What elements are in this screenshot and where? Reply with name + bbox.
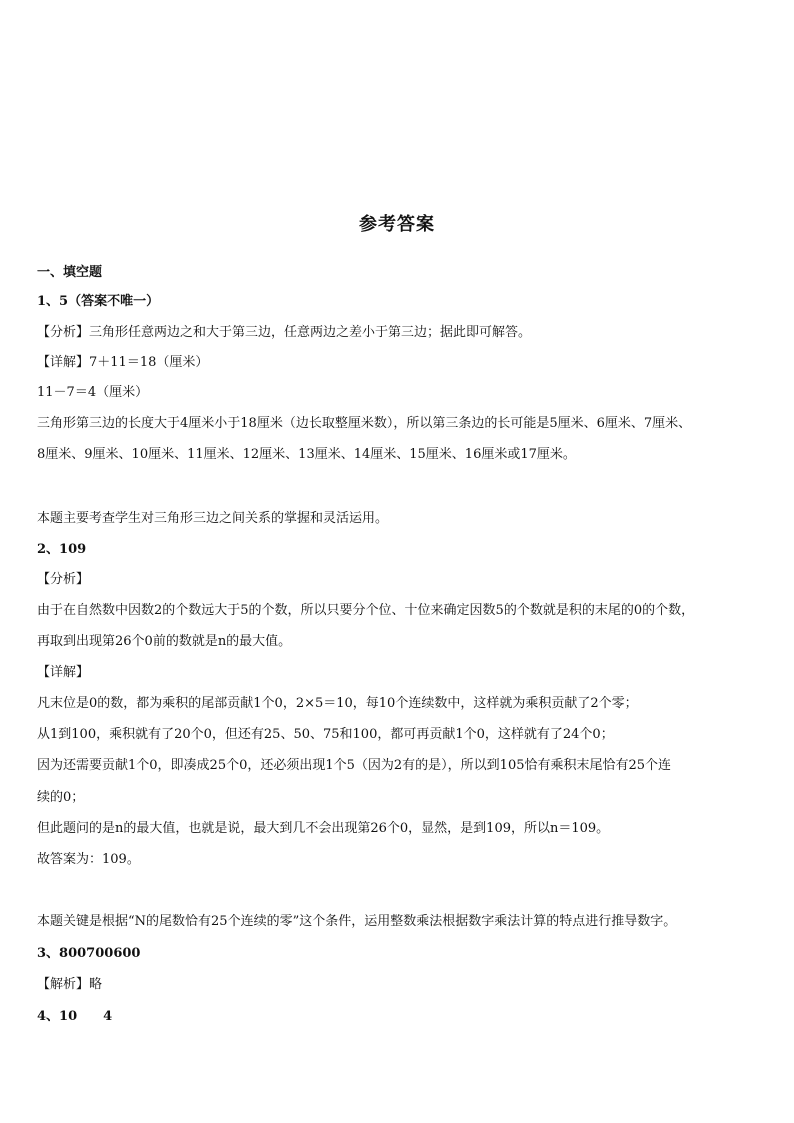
q2-answer: 2、109 [37,542,87,557]
q1-detail-2: 11－7＝4（厘米） [37,385,149,400]
q1-analysis: 【分析】三角形任意两边之和大于第三边，任意两边之差小于第三边；据此即可解答。 [37,325,532,340]
q2-analysis-1: 由于在自然数中因数2的个数远大于5的个数，所以只要分个位、十位来确定因数5的个数就是积的末尾的0的个数， [37,603,695,618]
q1-detail-1: 【详解】7＋11＝18（厘米） [37,355,209,370]
q2-summary: 本题关键是根据“N的尾数恰有25个连续的零”这个条件，运用整数乘法根据数字乘法计算的特点进行推导数字。 [37,914,677,929]
q2-detail-4: 续的0； [37,790,85,805]
q2-detail-1: 凡末位是0的数，都为乘积的尾部贡献1个0，2×5＝10，每10个连续数中，这样就为乘积贡献了2个零； [37,696,638,711]
q2-analysis-2: 再取到出现第26个0前的数就是n的最大值。 [37,634,292,649]
q2-detail-3: 因为还需要贡献1个0，即凑成25个0，还必须出现1个5（因为2有的是），所以到105恰有乘积末尾恰有25个连 [37,758,672,773]
q3-answer: 3、800700600 [37,946,141,961]
q4-answer: 4、10 4 [37,1009,113,1024]
q1-detail-3: 三角形第三边的长度大于4厘米小于18厘米（边长取整厘米数），所以第三条边的长可能是5厘米、6厘米、7厘米、 [37,416,692,431]
q2-analysis-label: 【分析】 [37,572,90,587]
page-title: 参考答案 [359,214,435,235]
q3-solution: 【解析】略 [37,977,103,992]
q2-detail-5: 但此题问的是n的最大值，也就是说，最大到几不会出现第26个0，显然，是到109，所以n＝109。 [37,821,610,836]
q2-conclusion: 故答案为：109。 [37,852,140,867]
q1-summary: 本题主要考查学生对三角形三边之间关系的掌握和灵活运用。 [37,511,389,526]
q2-detail-label: 【详解】 [37,665,90,680]
q1-answer: 1、5（答案不唯一） [37,294,160,309]
q1-detail-4: 8厘米、9厘米、10厘米、11厘米、12厘米、13厘米、14厘米、15厘米、16厘米或17厘米。 [37,447,576,462]
q2-detail-2: 从1到100，乘积就有了20个0，但还有25、50、75和100，都可再贡献1个0，这样就有了24个0； [37,727,614,742]
section-heading: 一、填空题 [37,265,103,280]
